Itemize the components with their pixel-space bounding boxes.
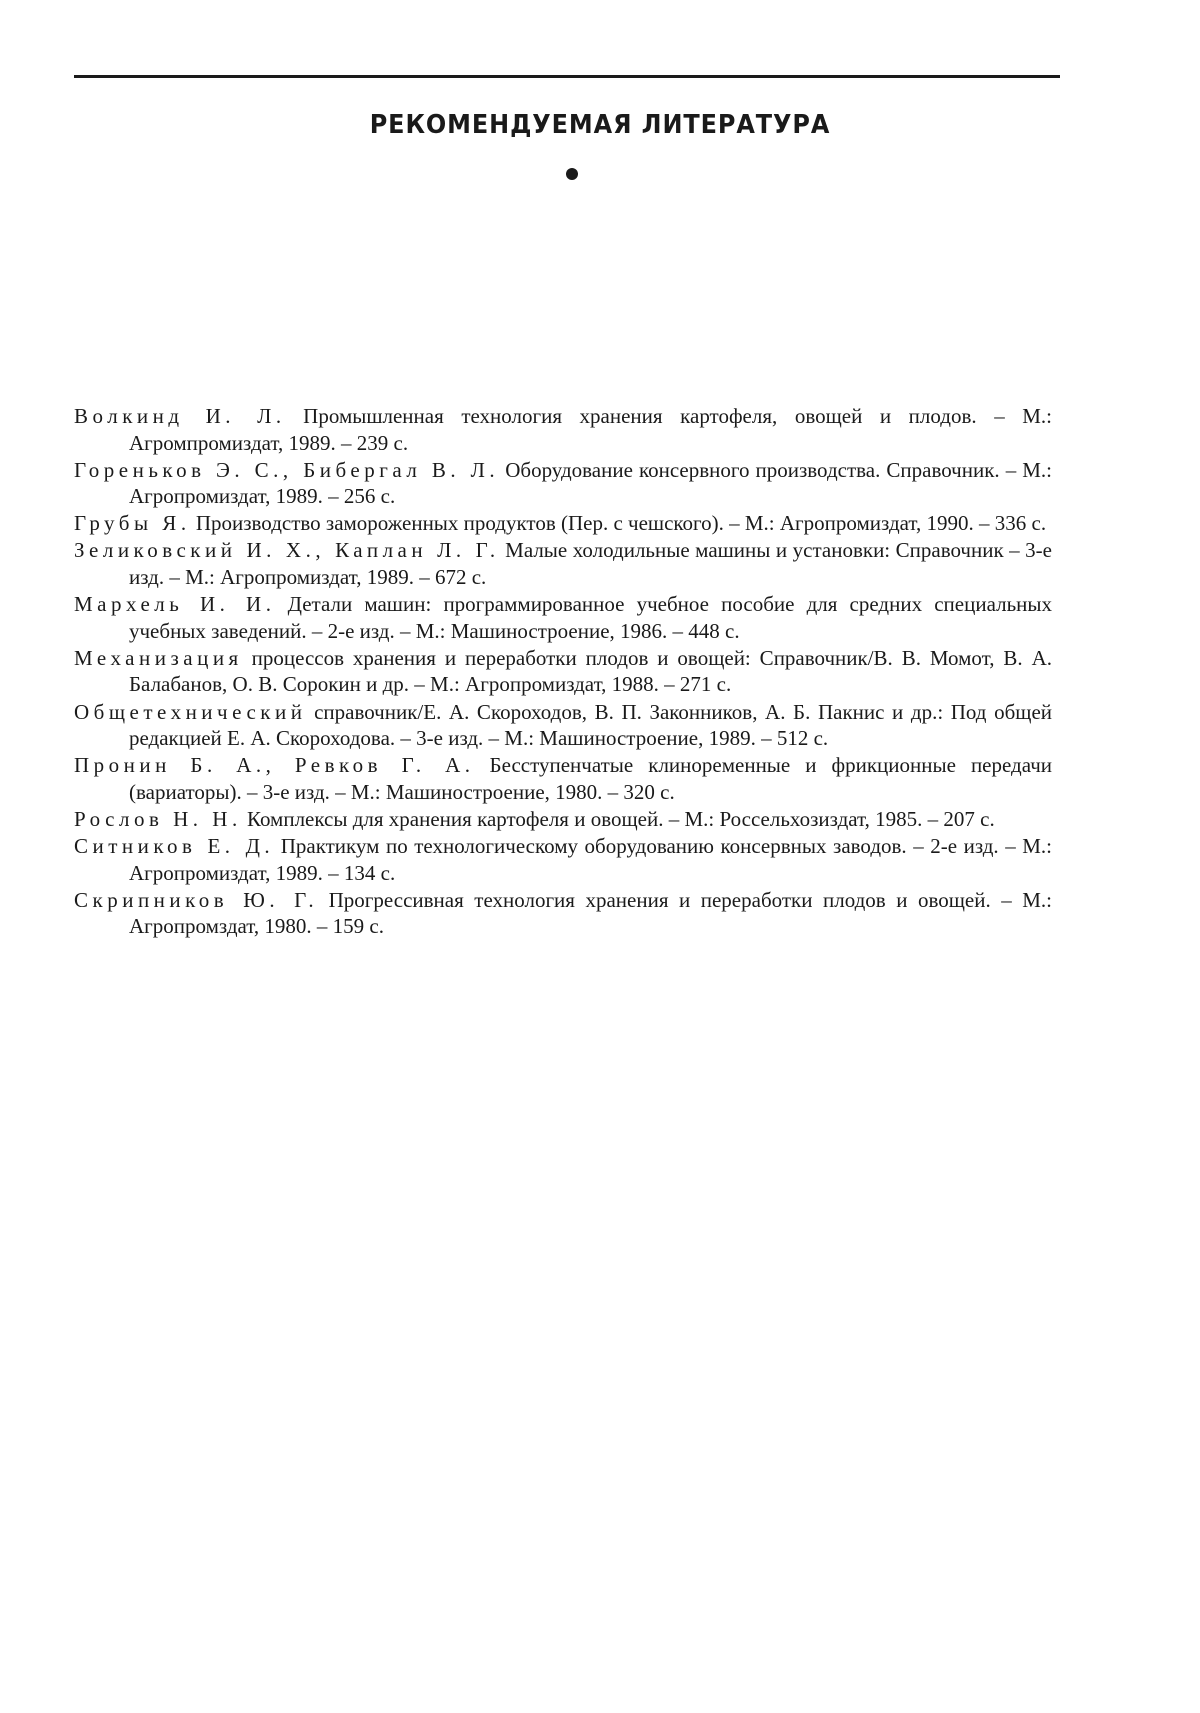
bibliography-entry <box>74 699 1052 752</box>
bibliography-author: Зеликовский И. Х., Каплан Л. Г. <box>74 538 500 563</box>
bibliography-text: Практикум по технологическому оборудованию консервных заводов. – 2-е изд. – М.: Агропромиздат, 1989. – 134 с. <box>129 834 1052 885</box>
bibliography-text: Детали машин: программированное учебное пособие для средних специальных учебных заведений. – 2-е изд. – М.: Машиностроение, 1986. – 448 с. <box>129 592 1053 643</box>
bibliography-author: Грубы Я. <box>74 511 191 536</box>
bibliography-author: Механизация <box>74 645 243 670</box>
bibliography-author: Мархель И. И. <box>74 592 276 617</box>
bibliography-author: Ситников Е. Д. <box>74 834 275 858</box>
bibliography-entry <box>74 833 1052 886</box>
bibliography-text: Малые холодильные машины и установки: Справочник – 3-е изд. – М.: Агропромиздат, 1989. – 672 с. <box>129 538 1052 590</box>
bibliography-text: Промышленная технология хранения картофеля, овощей и плодов. – М.: Агромпромиздат, 1989. – 239 с. <box>129 404 1053 455</box>
bibliography-entry <box>74 752 1052 805</box>
bibliography-entry <box>74 457 1052 510</box>
section-ornament <box>566 168 578 180</box>
bibliography-author: Пронин Б. А., Ревков Г. А. <box>74 753 475 778</box>
bibliography-author: Волкинд И. Л. <box>74 404 286 428</box>
bibliography-entry <box>74 645 1052 698</box>
bibliography-entry <box>74 887 1052 940</box>
bibliography-author: Общетехнический <box>74 699 307 724</box>
bibliography-entry <box>74 403 1052 456</box>
bibliography-text: Производство замороженных продуктов (Пер. с чешского). – М.: Агропромиздат, 1990. – 336 с. <box>195 511 1047 536</box>
bibliography-entry <box>74 537 1052 590</box>
bibliography-text: Комплексы для хранения картофеля и овощей. – М.: Россельхозиздат, 1985. – 207 с. <box>246 806 995 831</box>
page-title: РЕКОМЕНДУЕМАЯ ЛИТЕРАТУРА <box>369 110 831 140</box>
bibliography-text: процессов хранения и переработки плодов и овощей: Справочник/В. В. Момот, В. А. Балабанов, О. В. Сорокин и др. – М.: Агропромиздат, 1988. – 271 с. <box>129 645 1053 697</box>
bibliography-list <box>74 403 1052 940</box>
bibliography-entry <box>74 806 1052 833</box>
bibliography-text: Прогрессивная технология хранения и переработки плодов и овощей. – М.: Агропромздат, 1980. – 159 с. <box>129 887 1053 939</box>
bibliography-author: Скрипников Ю. Г. <box>74 887 319 912</box>
bibliography-author: Рослов Н. Н. <box>74 806 242 831</box>
bibliography-text: справочник/Е. А. Скороходов, В. П. Законников, А. Б. Пакнис и др.: Под общей редакцией Е. А. Скороходова. – 3-е изд. – М.: Машиностроение, 1989. – 512 с. <box>129 699 1053 751</box>
bibliography-text: Оборудование консервного производства. Справочник. – М.: Агропромиздат, 1989. – 256 с. <box>129 457 1052 509</box>
bibliography-text: Бесступенчатые клиноременные и фрикционные передачи (вариаторы). – 3-е изд. – М.: Машиностроение, 1980. – 320 с. <box>129 753 1053 804</box>
bibliography-entry <box>74 591 1052 644</box>
top-rule <box>74 75 1060 78</box>
bibliography-author: Гореньков Э. С., Бибергал В. Л. <box>74 457 500 482</box>
bibliography-entry <box>74 510 1052 537</box>
